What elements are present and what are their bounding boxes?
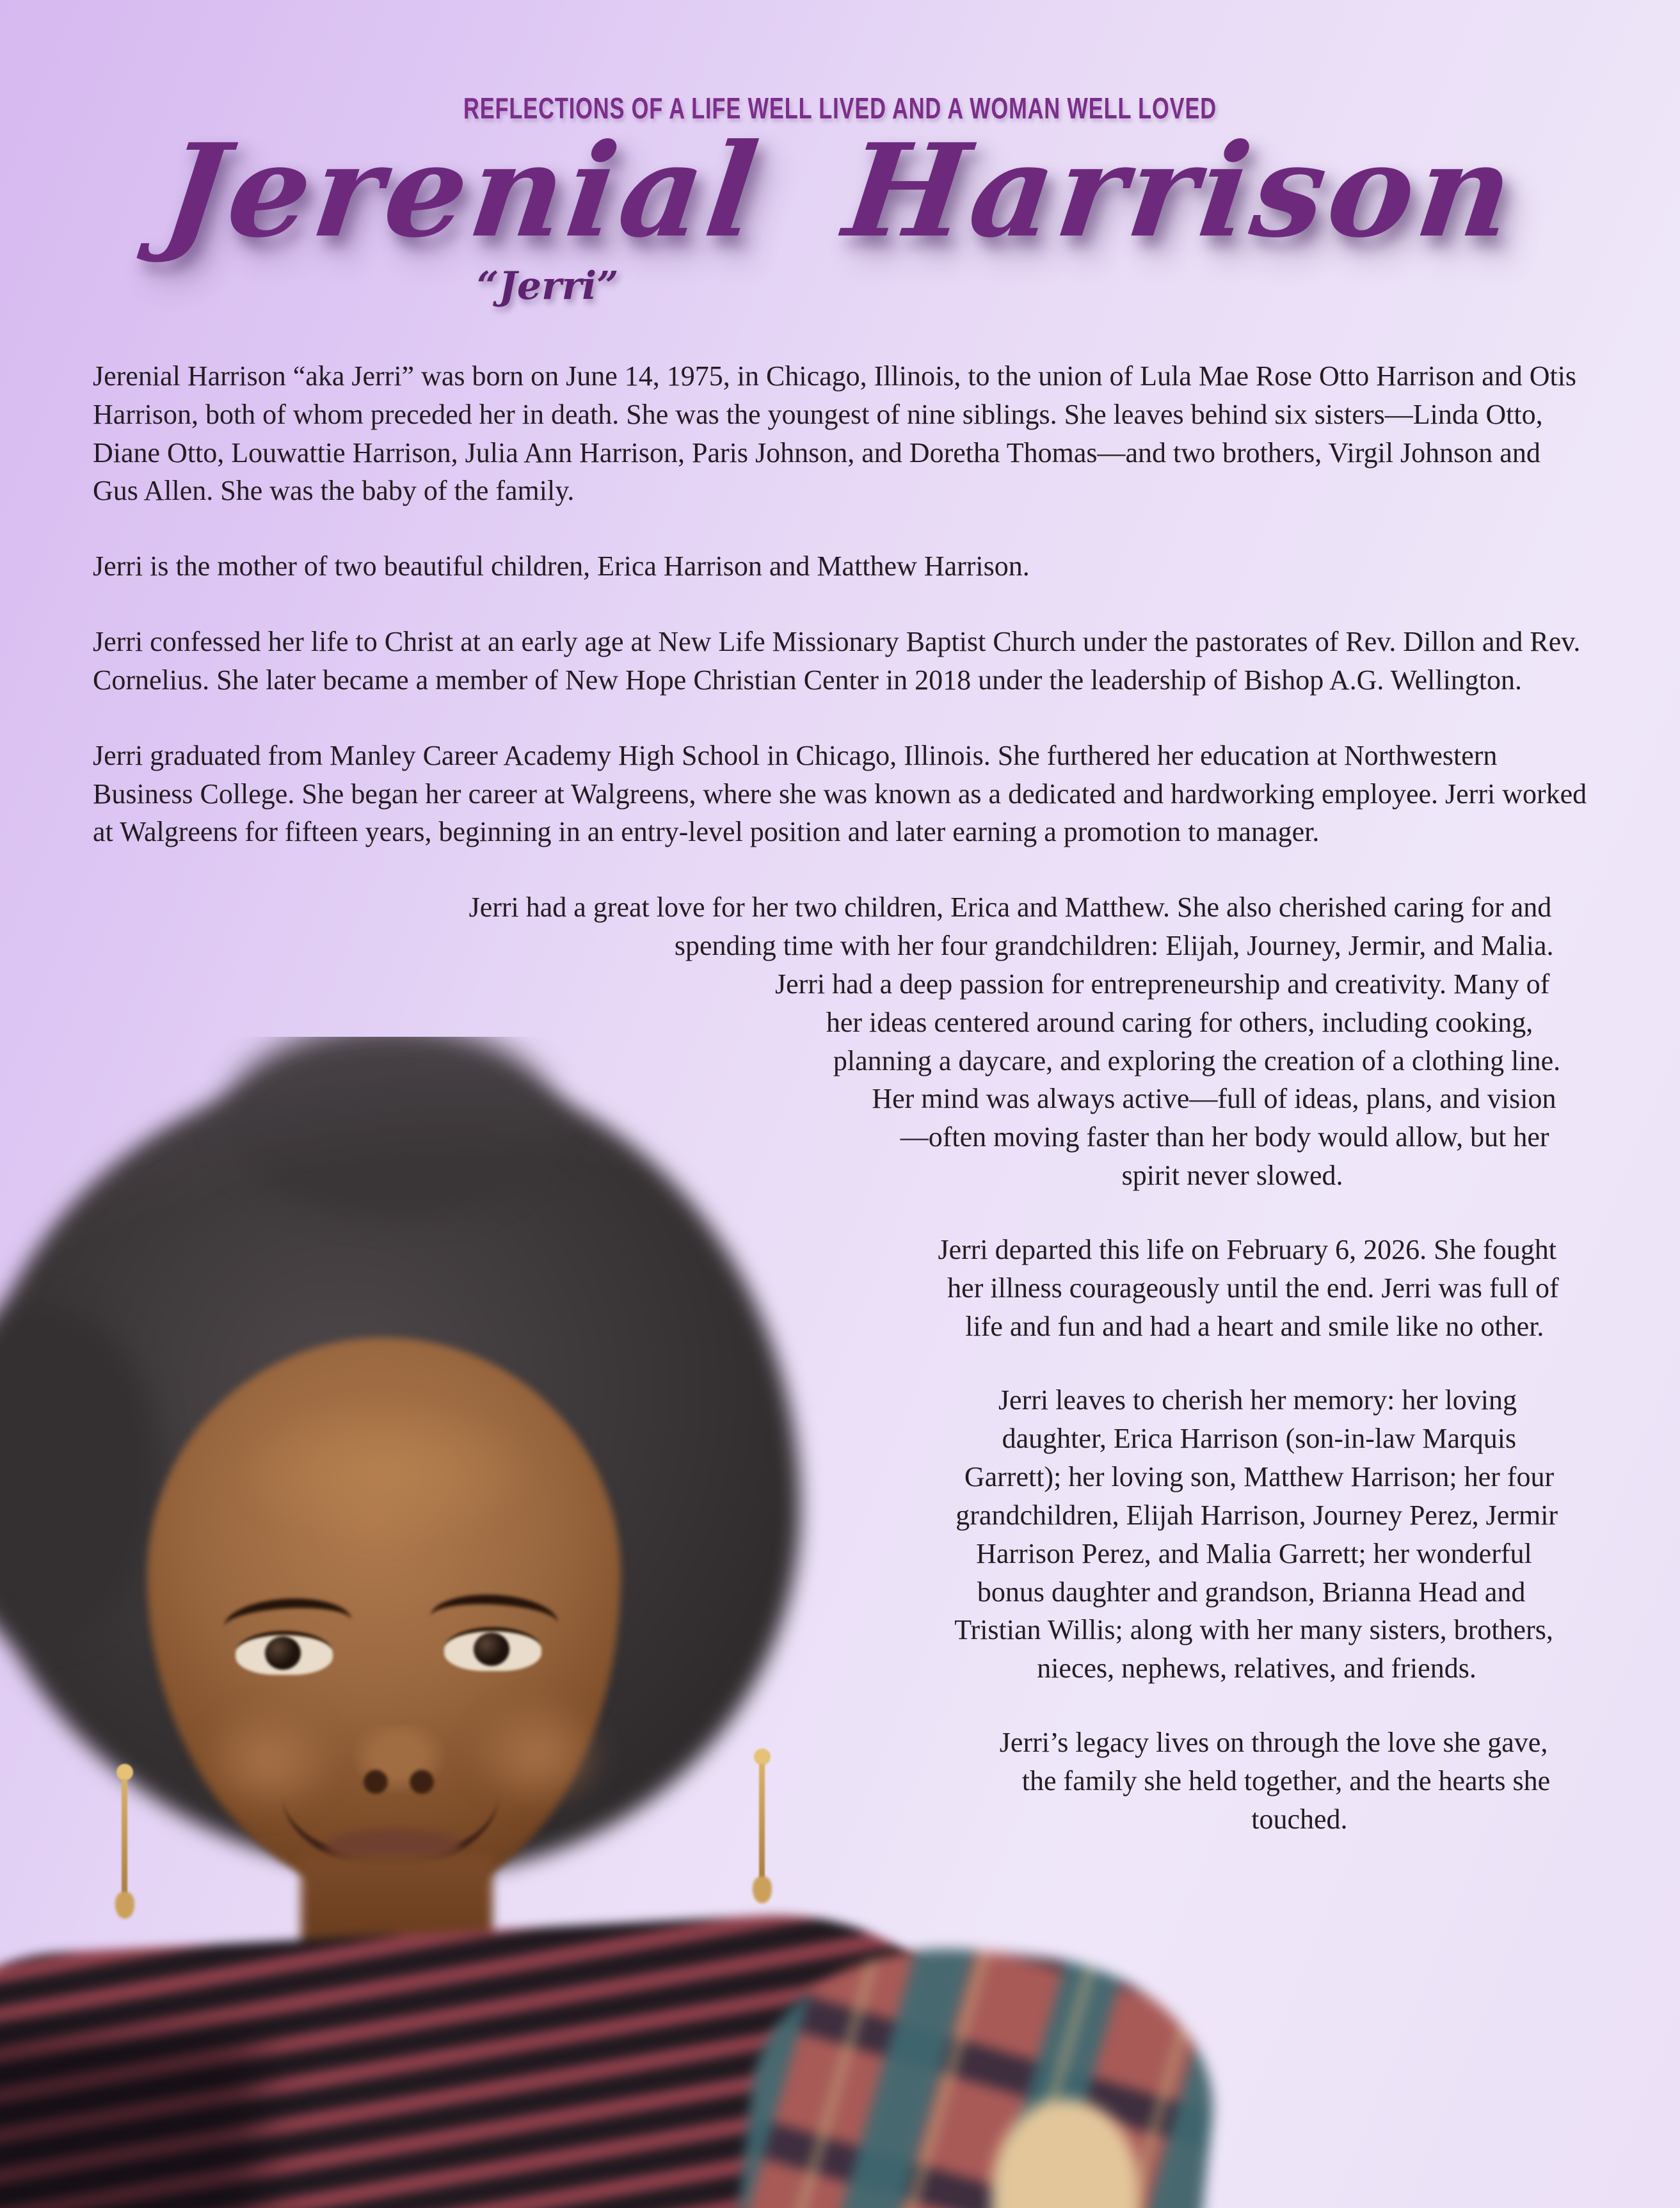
obituary-paragraph: Jerri graduated from Manley Career Academy High School in Chicago, Illinois. She furthered her education at Northwestern Business College. She began her career at Walgreens, where she was known as a dedicated and hardworking employee. Jerri worked at Walgreens for fifteen years, beginning in an entry-level position and later earning a promotion to manager.	[93, 739, 1587, 848]
obituary-paragraph: Jerri is the mother of two beautiful children, Erica Harrison and Matthew Harrison.	[93, 550, 1030, 582]
obituary-text	[0, 346, 1680, 1839]
obituary-paragraph: Jerri’s legacy lives on through the love she gave, the family she held together, and the hearts she touched.	[999, 1727, 1551, 1835]
page-title: Jerenial Harrison	[156, 116, 1524, 266]
obituary-paragraph: Jerri leaves to cherish her memory: her loving daughter, Erica Harrison (son-in-law Marquis Garrett); her loving son, Matthew Harrison; her four grandchildren, Elijah Harrison, Journey Perez, Jermir Harrison Perez, and Malia Garrett; her wonderful bonus daughter and grandson, Brianna Head and Tristian Willis; along with her many sisters, brothers, nieces, nephews, relatives, and friends.	[954, 1384, 1558, 1684]
obituary-paragraph: Jerri confessed her life to Christ at an early age at New Life Missionary Baptist Church under the pastorates of Rev. Dillon and Rev. Cornelius. She later became a member of New Hope Christian Center in 2018 under the leadership of Bishop A.G. Wellington.	[93, 626, 1581, 696]
memorial-header	[0, 0, 1680, 346]
obituary-paragraph: Jerri departed this life on February 6, 2026. She fought her illness courageously until the end. Jerri was full of life and fun and had a heart and smile like no other.	[938, 1233, 1559, 1342]
obituary-paragraph: Jerri had a great love for her two children, Erica and Matthew. She also cherished caring for and spending time with her four grandchildren: Elijah, Journey, Jermir, and Malia. Jerri had a deep passion for entrepreneurship and creativity. Many of her ideas centered around caring for others, including cooking, planning a daycare, and exploring the creation of a clothing line. Her mind was always active—full of ideas, plans, and vision—often moving faster than her body would allow, but her spirit never slowed.	[468, 892, 1561, 1192]
obituary-paragraph: Jerenial Harrison “aka Jerri” was born on June 14, 1975, in Chicago, Illinois, to the union of Lula Mae Rose Otto Harrison and Otis Harrison, both of whom preceded her in death. She was the youngest of nine siblings. She leaves behind six sisters—Linda Otto, Diane Otto, Louwattie Harrison, Julia Ann Harrison, Paris Johnson, and Doretha Thomas—and two brothers, Virgil Johnson and Gus Allen. She was the baby of the family.	[93, 360, 1577, 507]
eyebrow-heading: REFLECTIONS OF A LIFE WELL LIVED AND A WOMAN WELL LOVED	[463, 92, 1217, 125]
photo-wrapped-text	[93, 888, 1587, 1838]
nickname-label: “Jerri”	[477, 264, 619, 308]
